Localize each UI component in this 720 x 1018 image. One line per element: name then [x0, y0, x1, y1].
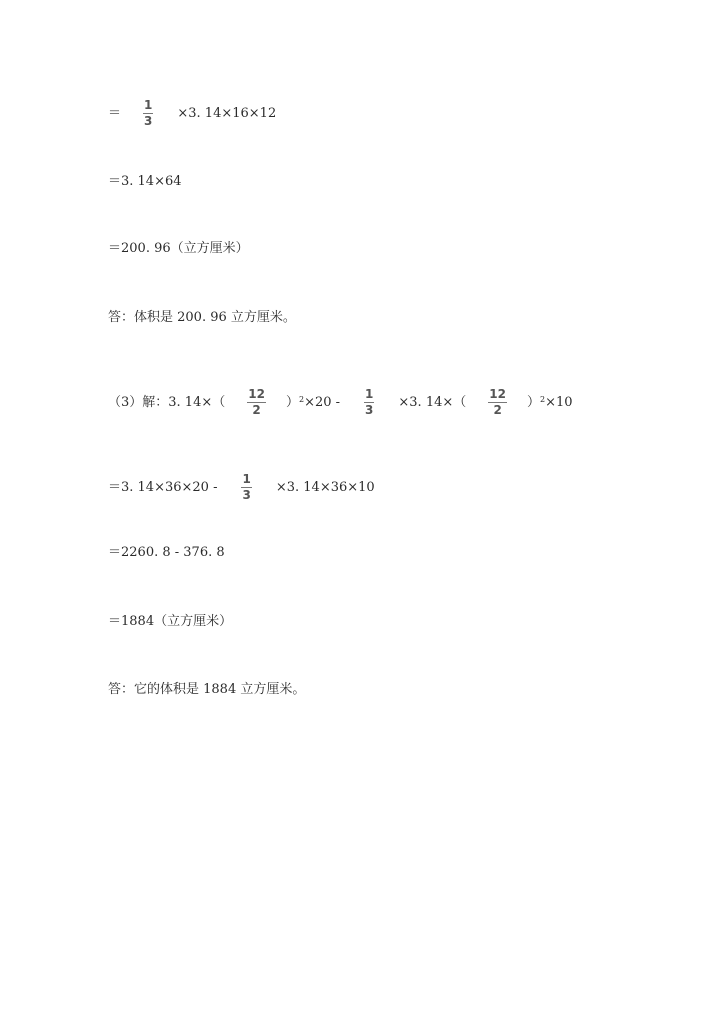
expression-text: ×3. 14×（ — [398, 394, 467, 410]
fraction-numerator: 1 — [365, 387, 374, 401]
exponent: 2 — [539, 394, 546, 404]
equation-line-4 — [108, 388, 573, 417]
expression-text: ＝1884（立方厘米） — [108, 614, 233, 629]
equation-line-1 — [108, 99, 276, 128]
expression-text: ×20 - — [304, 394, 341, 410]
equation-line-2 — [108, 173, 182, 191]
fraction — [143, 99, 153, 128]
answer-line-2 — [108, 681, 305, 699]
fraction-numerator: 12 — [489, 387, 506, 401]
expression-text: ＝200. 96（立方厘米） — [108, 241, 249, 256]
expression-text: ×3. 14×36×10 — [275, 479, 375, 495]
fraction-numerator: 12 — [248, 387, 265, 401]
expression-text: ×3. 14×16×12 — [177, 105, 277, 121]
equals-sign: ＝ — [108, 105, 122, 121]
answer-text: 答：体积是 200. 96 立方厘米。 — [108, 310, 296, 325]
expression-text: ＝3. 14×64 — [108, 174, 182, 189]
fraction-denominator: 2 — [493, 403, 502, 417]
fraction-denominator: 3 — [242, 488, 251, 502]
fraction-denominator: 2 — [252, 403, 261, 417]
equation-line-3 — [108, 240, 249, 258]
fraction — [241, 473, 251, 502]
expression-text: ＝2260. 8 - 376. 8 — [108, 545, 225, 560]
equation-line-6 — [108, 544, 225, 562]
equation-line-7 — [108, 613, 232, 631]
equation-line-5 — [108, 473, 375, 502]
answer-line-1 — [108, 309, 296, 327]
exponent: 2 — [298, 394, 305, 404]
expression-text: ×10 — [545, 394, 573, 410]
fraction — [364, 388, 374, 417]
expression-text: ＝3. 14×36×20 - — [108, 479, 218, 495]
fraction-numerator: 1 — [242, 472, 251, 486]
expression-text: （3）解：3. 14×（ — [108, 394, 226, 410]
close-paren: ） — [526, 394, 540, 410]
answer-text: 答：它的体积是 1884 立方厘米。 — [108, 682, 306, 697]
fraction — [247, 388, 266, 417]
close-paren: ） — [285, 394, 299, 410]
fraction-denominator: 3 — [365, 403, 374, 417]
fraction — [488, 388, 507, 417]
fraction-denominator: 3 — [144, 114, 153, 128]
fraction-numerator: 1 — [144, 98, 153, 112]
